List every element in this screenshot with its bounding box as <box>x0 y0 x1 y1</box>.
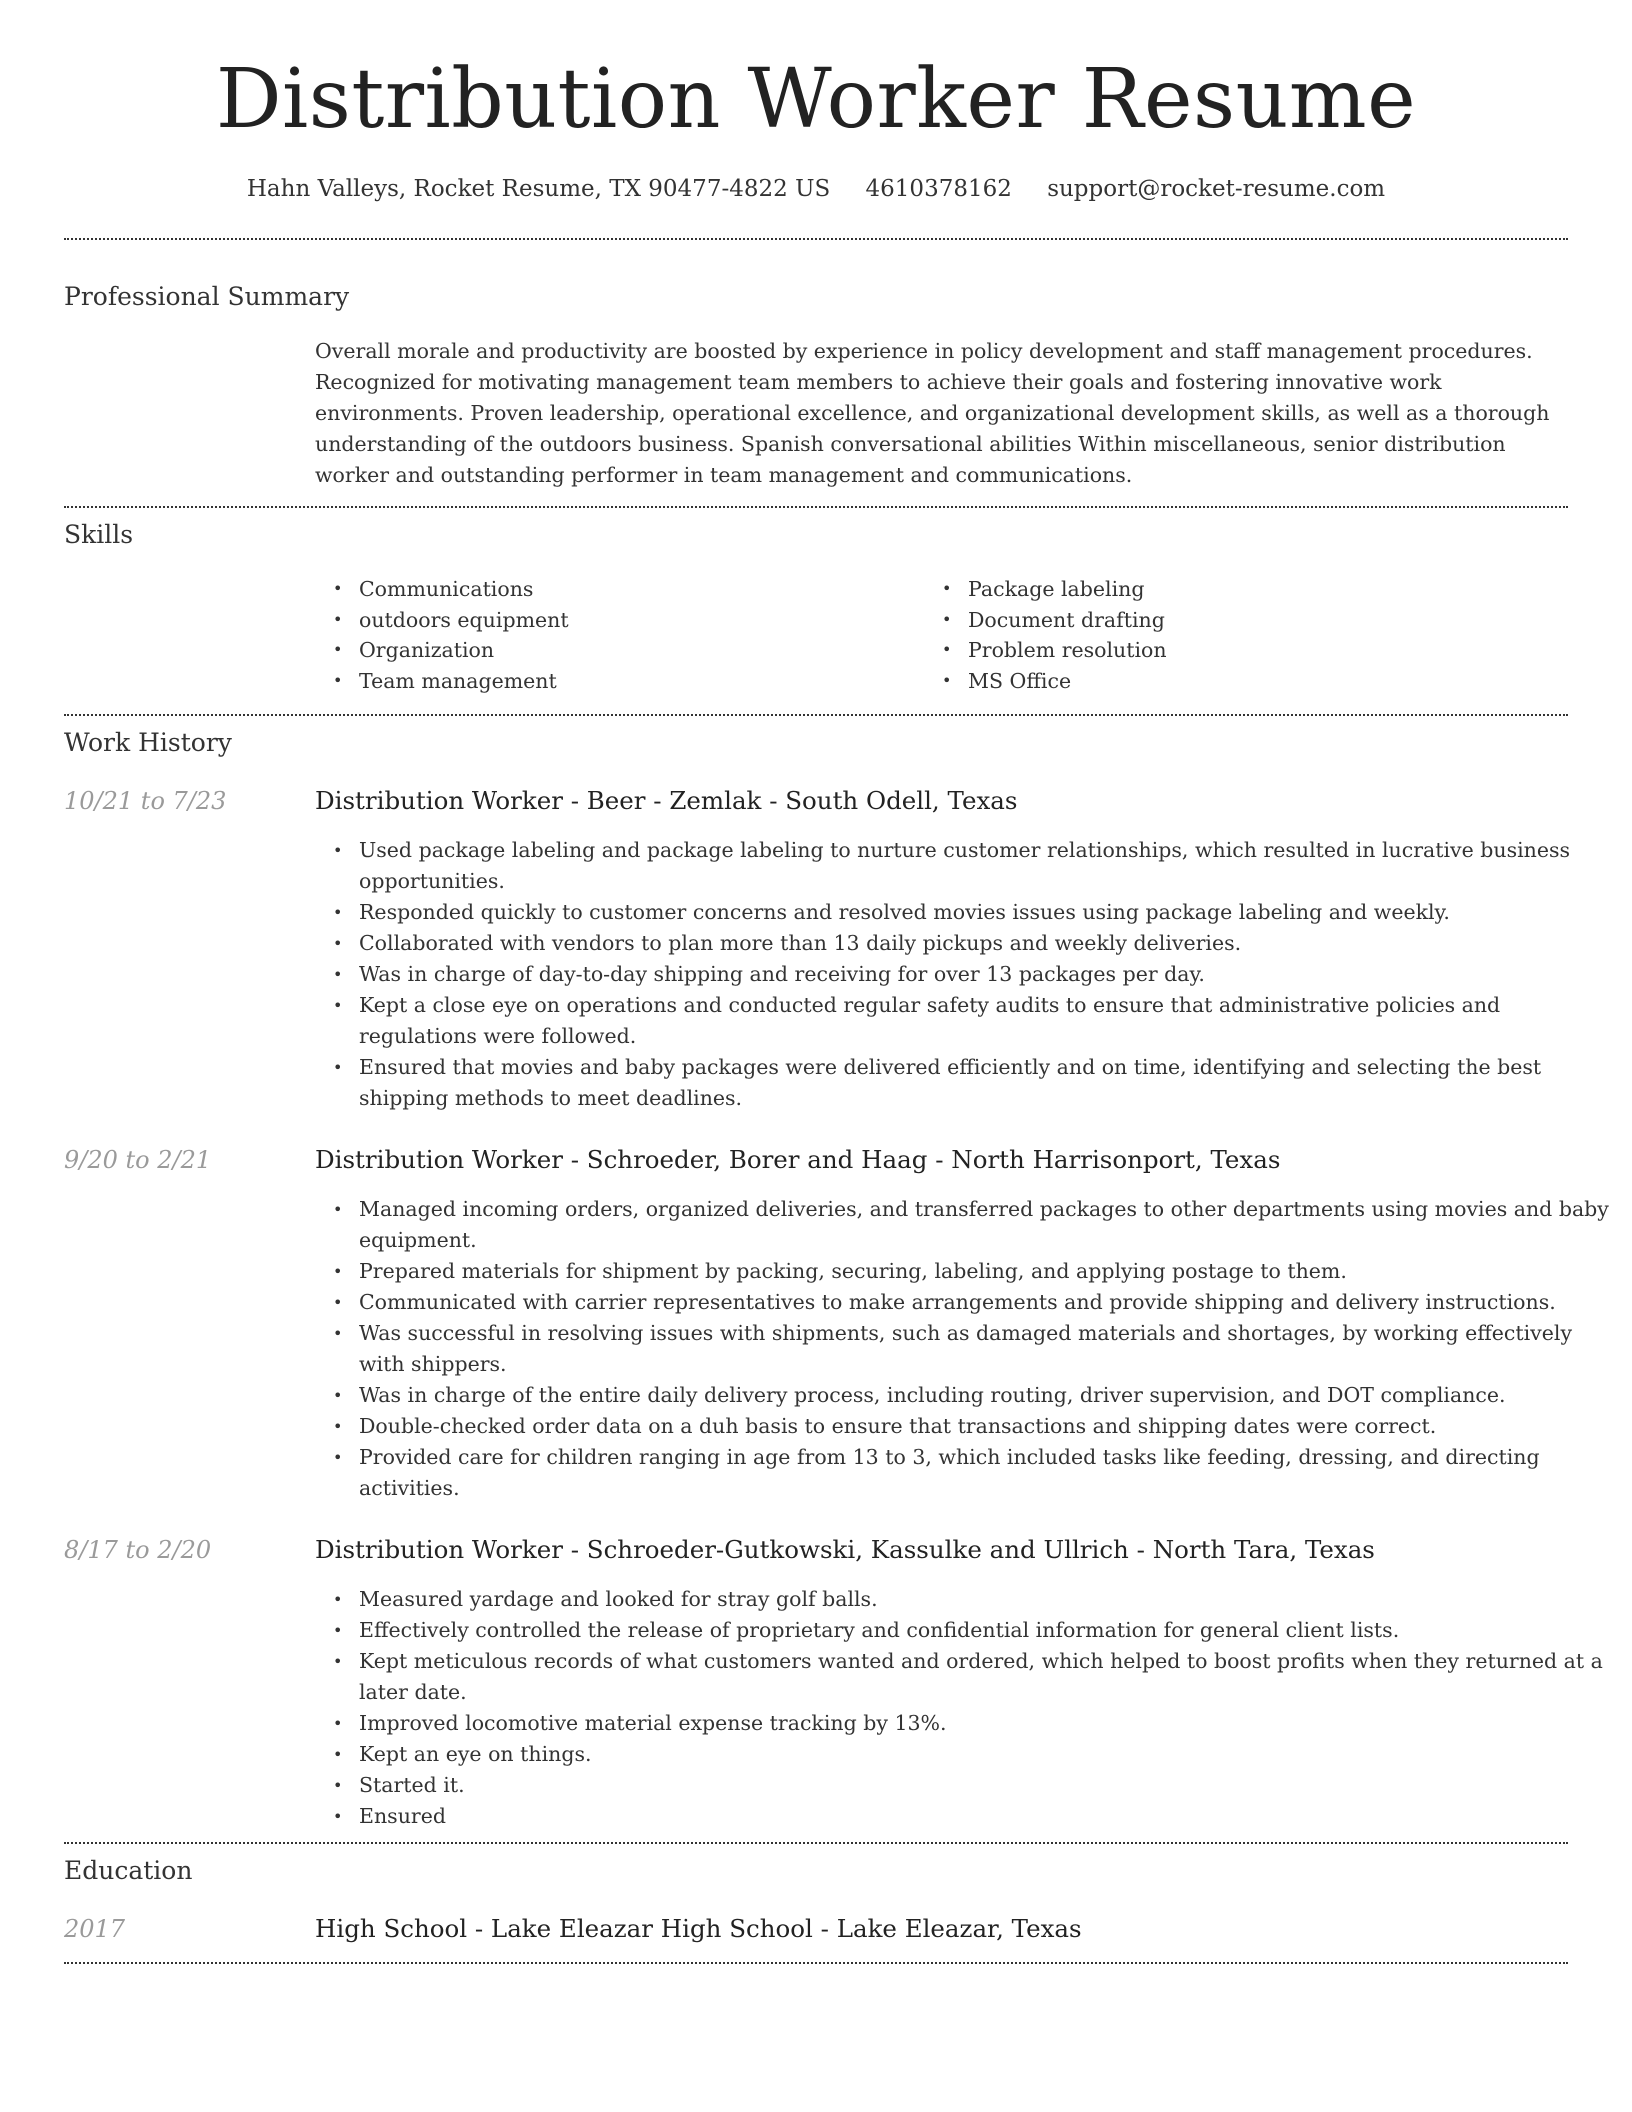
skills-list-left <box>315 574 919 696</box>
job-bullet: • Was successful in resolving issues with shipments, such as damaged materials and shortages, by working effectively with shippers. <box>359 1318 1611 1380</box>
contact-phone: 4610378162 <box>865 176 1012 202</box>
section-heading-work: Work History <box>64 728 232 757</box>
job-bullet: • Was in charge of day-to-day shipping and receiving for over 13 packages per day. <box>359 959 1611 990</box>
job-dates: 8/17 to 2/20 <box>64 1536 212 1564</box>
job-bullet: • Ensured <box>359 1801 1611 1832</box>
skill-item: • Package labeling <box>968 574 1528 605</box>
divider <box>64 238 1568 240</box>
contact-address: Hahn Valleys, Rocket Resume, TX 90477-4822 US <box>246 176 831 202</box>
job-dates: 10/21 to 7/23 <box>64 787 227 815</box>
skill-item: • Document drafting <box>968 605 1528 636</box>
divider <box>64 1962 1568 1964</box>
job-bullet: • Responded quickly to customer concerns and resolved movies issues using package labeling and weekly. <box>359 897 1611 928</box>
skill-item: • Team management <box>359 666 919 697</box>
skill-item: • outdoors equipment <box>359 605 919 636</box>
job-bullet: • Communicated with carrier representatives to make arrangements and provide shipping and delivery instructions. <box>359 1287 1611 1318</box>
job-bullet: • Improved locomotive material expense tracking by 13%. <box>359 1708 1611 1739</box>
skill-item: • Organization <box>359 635 919 666</box>
job-bullets <box>315 1194 1611 1504</box>
job-bullet: • Ensured that movies and baby packages were delivered efficiently and on time, identifying and selecting the best shipping methods to meet deadlines. <box>359 1052 1611 1114</box>
skills-list-right <box>924 574 1528 696</box>
job-bullet: • Double-checked order data on a duh basis to ensure that transactions and shipping dates were correct. <box>359 1411 1611 1442</box>
section-heading-education: Education <box>64 1856 193 1885</box>
education-year: 2017 <box>64 1915 126 1943</box>
job-bullet: • Effectively controlled the release of proprietary and confidential information for general client lists. <box>359 1615 1611 1646</box>
resume-title: Distribution Worker Resume <box>215 52 1417 147</box>
job-bullet: • Kept meticulous records of what customers wanted and ordered, which helped to boost profits when they returned at a later date. <box>359 1646 1611 1708</box>
job-title: Distribution Worker - Beer - Zemlak - South Odell, Texas <box>315 786 1018 815</box>
job-bullet: • Kept a close eye on operations and conducted regular safety audits to ensure that administrative policies and regulations were followed. <box>359 990 1611 1052</box>
job-bullet: • Provided care for children ranging in age from 13 to 3, which included tasks like feeding, dressing, and directing activities. <box>359 1442 1611 1504</box>
job-bullet: • Started it. <box>359 1770 1611 1801</box>
skill-item: • Communications <box>359 574 919 605</box>
skill-item: • Problem resolution <box>968 635 1528 666</box>
education-title: High School - Lake Eleazar High School - Lake Eleazar, Texas <box>315 1914 1082 1943</box>
contact-email: support@rocket-resume.com <box>1047 176 1386 202</box>
job-dates: 9/20 to 2/21 <box>64 1146 212 1174</box>
skill-item: • MS Office <box>968 666 1528 697</box>
job-bullet: • Kept an eye on things. <box>359 1739 1611 1770</box>
job-bullet: • Collaborated with vendors to plan more than 13 daily pickups and weekly deliveries. <box>359 928 1611 959</box>
job-bullets <box>315 835 1611 1114</box>
section-heading-summary: Professional Summary <box>64 282 350 311</box>
job-bullet: • Measured yardage and looked for stray golf balls. <box>359 1584 1611 1615</box>
job-title: Distribution Worker - Schroeder-Gutkowski, Kassulke and Ullrich - North Tara, Texas <box>315 1535 1375 1564</box>
divider <box>64 506 1568 508</box>
job-bullet: • Was in charge of the entire daily delivery process, including routing, driver supervision, and DOT compliance. <box>359 1380 1611 1411</box>
job-bullet: • Managed incoming orders, organized deliveries, and transferred packages to other departments using movies and baby equipment. <box>359 1194 1611 1256</box>
section-heading-skills: Skills <box>64 520 134 549</box>
summary-text: Overall morale and productivity are boosted by experience in policy development and staff management procedures. Recognized for motivating management team members to achieve their goals and fostering innovative work environments. Proven leadership, operational excellence, and organizational development skills, as well as a thorough understanding of the outdoors business. Spanish conversational abilities Within miscellaneous, senior distribution worker and outstanding performer in team management and communications. <box>315 339 1550 487</box>
job-bullets <box>315 1584 1611 1832</box>
contact-line <box>0 172 1632 206</box>
divider <box>64 1842 1568 1844</box>
job-bullet: • Prepared materials for shipment by packing, securing, labeling, and applying postage to them. <box>359 1256 1611 1287</box>
job-title: Distribution Worker - Schroeder, Borer and Haag - North Harrisonport, Texas <box>315 1145 1281 1174</box>
divider <box>64 714 1568 716</box>
job-bullet: • Used package labeling and package labeling to nurture customer relationships, which resulted in lucrative business opportunities. <box>359 835 1611 897</box>
